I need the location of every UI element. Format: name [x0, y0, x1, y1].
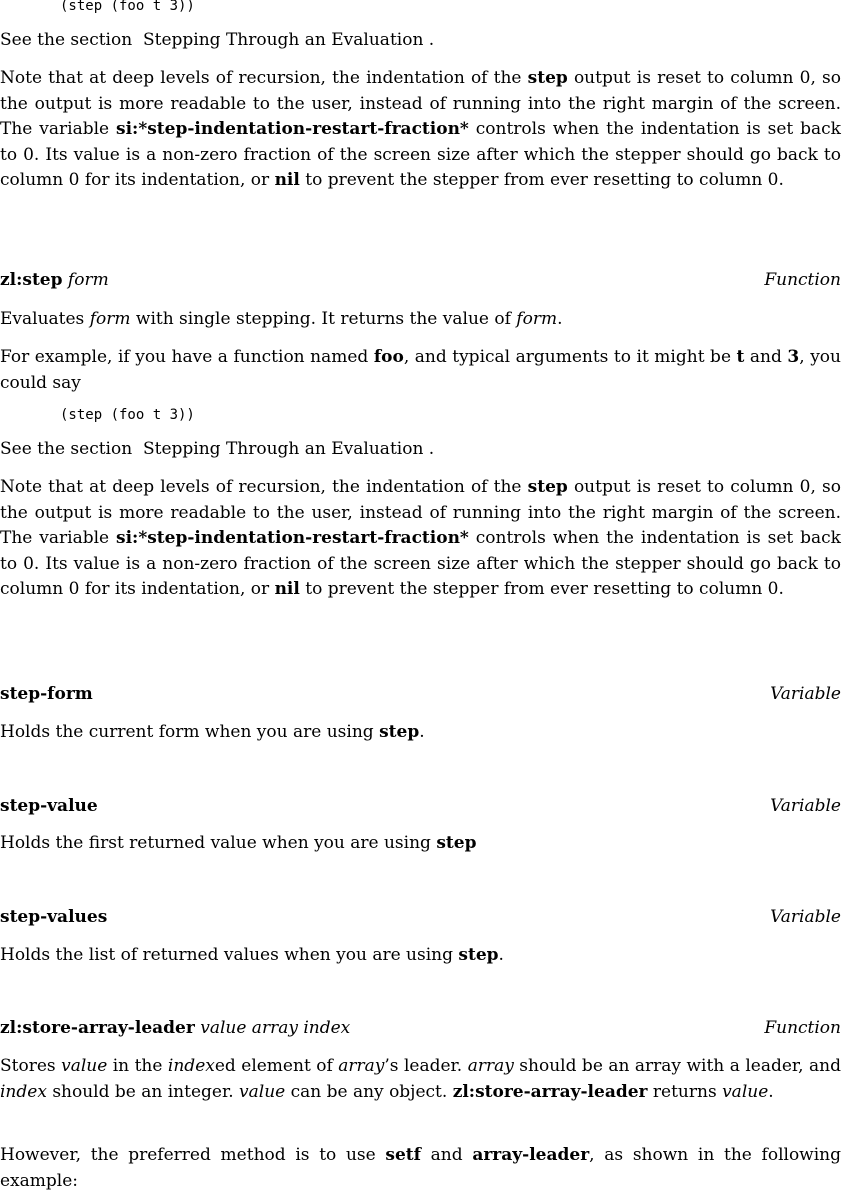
store-array-leader-preferred: However, the preferred method is to use setf and array-leader, as shown in the following example: [0, 1145, 842, 1191]
entry-name: zl:store-array-leader [0, 1018, 195, 1038]
entry-header-step-form [0, 682, 841, 706]
entry-kind: Variable [770, 684, 841, 704]
entry-kind: Variable [770, 907, 841, 927]
entry-name: step-value [0, 796, 98, 816]
entry-name: zl:step [0, 270, 63, 290]
zl-step-description: Evaluates form with single stepping. It returns the value of form. [0, 309, 563, 329]
note-paragraph-top: Note that at deep levels of recursion, the indentation of the step output is reset to column 0, so the output is more readable to the user, instead of running into the right margin of the screen. The variable si:*step-indentation-restart-fraction* controls when the indentation is set back to 0. Its value is a non-zero fraction of the screen size after which the stepper should go back to column 0 for its indentation, or nil to prevent the stepper from ever resetting to column 0. [0, 68, 841, 191]
entry-args: value array index [200, 1018, 351, 1038]
entry-header-store-array-leader [0, 1016, 841, 1040]
entry-header-step-values [0, 905, 841, 929]
entry-name: step-form [0, 684, 93, 704]
step-form-description: Holds the current form when you are using step. [0, 722, 425, 742]
entry-header-step-value [0, 794, 841, 818]
code-example-top: (step (foo t 3)) [60, 0, 195, 14]
entry-kind: Function [764, 270, 841, 290]
entry-header-zl-step [0, 268, 841, 292]
step-values-description: Holds the list of returned values when you are using step. [0, 945, 504, 965]
step-value-description: Holds the first returned value when you are using step [0, 833, 477, 853]
see-also-zl-step: See the section Stepping Through an Evaluation . [0, 439, 435, 459]
entry-kind: Variable [770, 796, 841, 816]
code-example-zl-step: (step (foo t 3)) [60, 407, 195, 423]
entry-kind: Function [764, 1018, 841, 1038]
entry-args: form [67, 270, 109, 290]
note-paragraph-zl-step: Note that at deep levels of recursion, the indentation of the step output is reset to column 0, so the output is more readable to the user, instead of running into the right margin of the screen. The variable si:*step-indentation-restart-fraction* controls when the indentation is set back to 0. Its value is a non-zero fraction of the screen size after which the stepper should go back to column 0 for its indentation, or nil to prevent the stepper from ever resetting to column 0. [0, 477, 841, 600]
zl-step-example-intro: For example, if you have a function named foo, and typical arguments to it might be t and 3, you could say [0, 347, 841, 393]
store-array-leader-description: Stores value in the indexed element of array’s leader. array should be an array with a leader, and index should be an integer. value can be any object. zl:store-array-leader returns value. [0, 1056, 841, 1102]
see-also-top: See the section Stepping Through an Evaluation . [0, 30, 435, 50]
entry-name: step-values [0, 907, 108, 927]
